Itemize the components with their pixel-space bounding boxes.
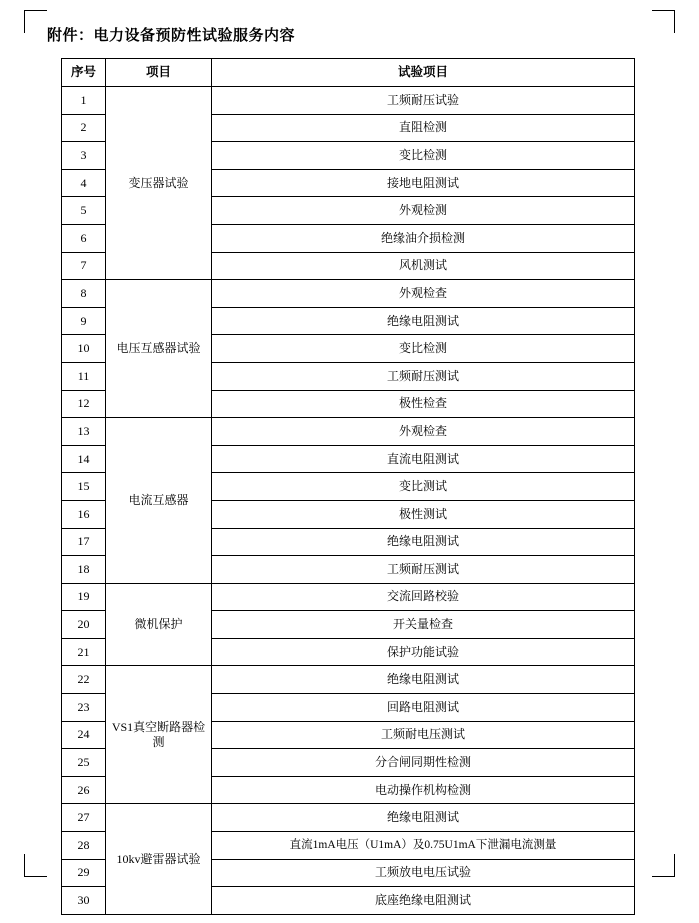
service-content-table [61,58,635,915]
cell-test: 绝缘油介损检测 [212,224,635,252]
column-header-no: 序号 [62,59,106,87]
cell-no: 14 [62,445,106,473]
cell-no: 21 [62,638,106,666]
cell-no: 3 [62,142,106,170]
cell-no: 9 [62,307,106,335]
cell-test: 极性检查 [212,390,635,418]
cell-no: 22 [62,666,106,694]
cell-test: 底座绝缘电阻测试 [212,887,635,915]
cell-no: 8 [62,280,106,308]
table-body [62,87,635,915]
cell-item: 10kv避雷器试验 [106,804,212,914]
cell-no: 2 [62,114,106,142]
cell-test: 保护功能试验 [212,638,635,666]
cell-test: 开关量检查 [212,611,635,639]
table-row [62,418,635,446]
column-header-test: 试验项目 [212,59,635,87]
cell-no: 6 [62,224,106,252]
cell-no: 1 [62,87,106,115]
cell-no: 12 [62,390,106,418]
table-row [62,280,635,308]
table-row [62,583,635,611]
crop-mark-top-right [652,10,675,33]
cell-no: 16 [62,500,106,528]
cell-test: 绝缘电阻测试 [212,666,635,694]
cell-test: 变比测试 [212,473,635,501]
cell-test: 变比检测 [212,142,635,170]
cell-test: 直流1mA电压（U1mA）及0.75U1mA下泄漏电流测量 [212,832,635,860]
cell-item: 变压器试验 [106,87,212,280]
cell-test: 工频放电电压试验 [212,859,635,887]
cell-no: 18 [62,556,106,584]
cell-test: 风机测试 [212,252,635,280]
cell-test: 外观检查 [212,418,635,446]
table-row [62,87,635,115]
cell-no: 29 [62,859,106,887]
cell-no: 20 [62,611,106,639]
cell-no: 5 [62,197,106,225]
service-table-container [61,58,634,915]
cell-item: 微机保护 [106,583,212,666]
cell-no: 19 [62,583,106,611]
table-row [62,804,635,832]
crop-mark-bottom-left [24,854,47,877]
cell-no: 17 [62,528,106,556]
cell-test: 交流回路校验 [212,583,635,611]
cell-item: VS1真空断路器检测 [106,666,212,804]
cell-test: 工频耐压测试 [212,556,635,584]
cell-test: 外观检查 [212,280,635,308]
cell-item: 电压互感器试验 [106,280,212,418]
cell-no: 7 [62,252,106,280]
cell-test: 直阻检测 [212,114,635,142]
crop-mark-top-left [24,10,47,33]
cell-test: 绝缘电阻测试 [212,528,635,556]
cell-test: 直流电阻测试 [212,445,635,473]
crop-mark-bottom-right [652,854,675,877]
cell-test: 工频耐压测试 [212,362,635,390]
column-header-item: 项目 [106,59,212,87]
table-row [62,666,635,694]
cell-no: 10 [62,335,106,363]
cell-no: 26 [62,776,106,804]
cell-no: 13 [62,418,106,446]
cell-item: 电流互感器 [106,418,212,584]
cell-test: 电动操作机构检测 [212,776,635,804]
cell-test: 接地电阻测试 [212,169,635,197]
cell-test: 分合闸同期性检测 [212,749,635,777]
cell-no: 24 [62,721,106,749]
cell-test: 绝缘电阻测试 [212,307,635,335]
cell-test: 回路电阻测试 [212,694,635,722]
cell-test: 工频耐压试验 [212,87,635,115]
cell-no: 11 [62,362,106,390]
cell-test: 变比检测 [212,335,635,363]
cell-test: 外观检测 [212,197,635,225]
cell-no: 25 [62,749,106,777]
cell-no: 23 [62,694,106,722]
cell-no: 4 [62,169,106,197]
cell-no: 15 [62,473,106,501]
cell-no: 28 [62,832,106,860]
cell-test: 绝缘电阻测试 [212,804,635,832]
cell-no: 30 [62,887,106,915]
table-header-row [62,59,635,87]
cell-test: 极性测试 [212,500,635,528]
page-title: 附件：电力设备预防性试验服务内容 [47,28,296,44]
table-header [62,59,635,87]
cell-no: 27 [62,804,106,832]
cell-test: 工频耐电压测试 [212,721,635,749]
